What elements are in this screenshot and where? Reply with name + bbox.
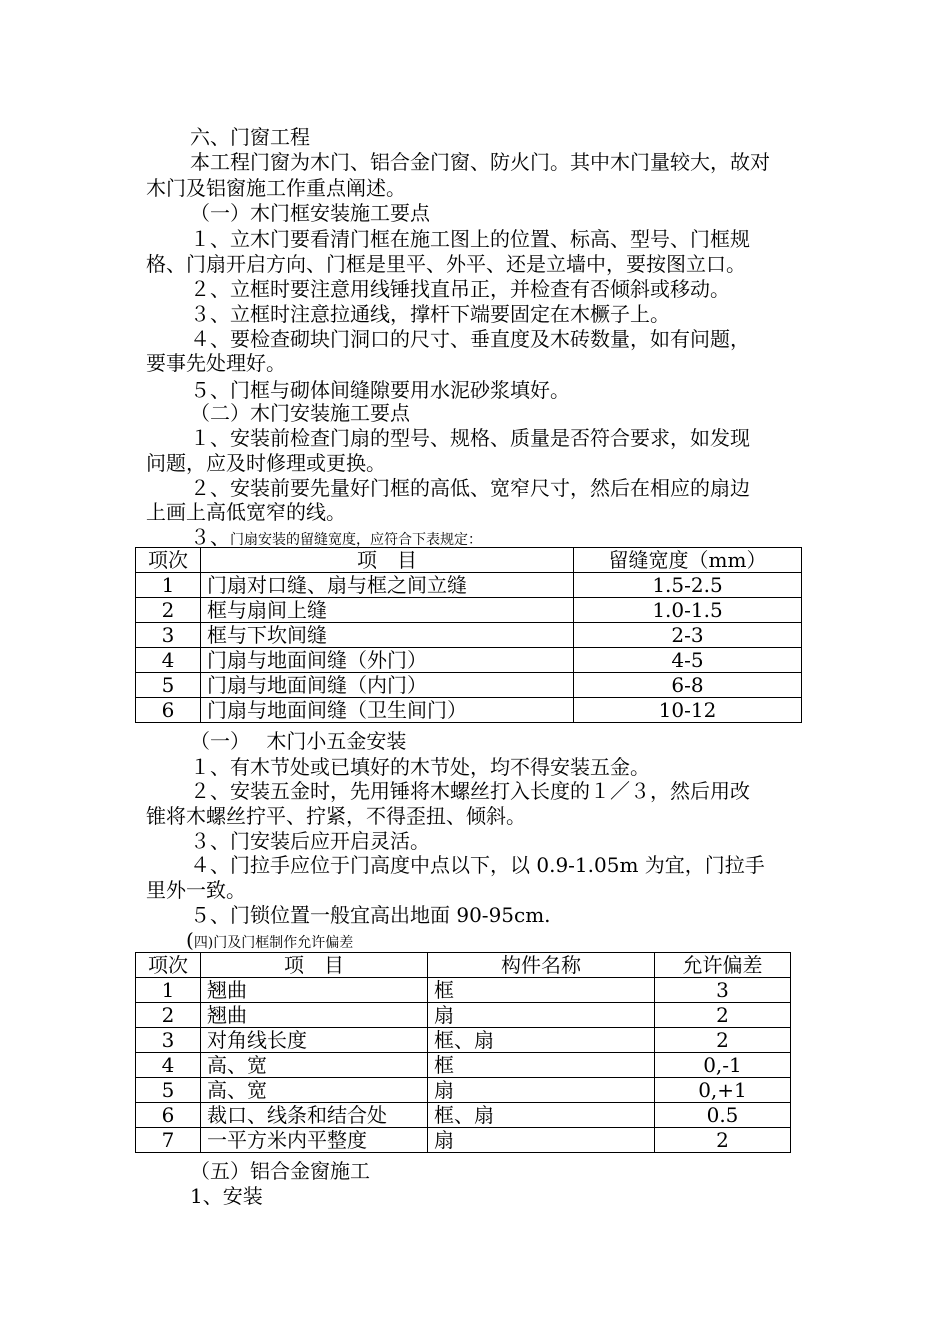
section-title: 六、门窗工程 [190, 125, 310, 149]
table-row [136, 978, 791, 1003]
s3-para-1: １、有木节处或已填好的木节处，均不得安装五金。 [190, 755, 650, 779]
table-row [136, 648, 802, 673]
table-cell: 框 [428, 978, 655, 1003]
table-row [136, 623, 802, 648]
s3-para-5: ５、门锁位置一般宜高出地面 90-95cm. [190, 903, 551, 927]
s2-para-2-line-2: 上画上高低宽窄的线。 [146, 500, 346, 524]
table-cell: 高、宽 [201, 1053, 428, 1078]
table-cell: 一平方米内平整度 [201, 1128, 428, 1153]
table-cell: 2 [655, 1028, 791, 1053]
s3-para-4-line-1: ４、门拉手应位于门高度中点以下，以 0.9-1.05m 为宜，门拉手 [190, 853, 765, 877]
s1-para-1-line-2: 格、门扇开启方向、门框是里平、外平、还是立墙中，要按图立口。 [146, 252, 746, 276]
table-row [136, 598, 802, 623]
intro-line-1: 本工程门窗为木门、铝合金门窗、防火门。其中木门量较大，故对 [190, 150, 770, 174]
table-cell: 扇 [428, 1128, 655, 1153]
s1-para-4-line-1: ４、要检查砌块门洞口的尺寸、垂直度及木砖数量，如有问题， [190, 327, 750, 351]
table-cell: 5 [136, 1078, 201, 1103]
table-row [136, 673, 802, 698]
table-header-cell: 构件名称 [428, 953, 655, 978]
table-cell: 框与扇间上缝 [201, 598, 574, 623]
table-cell: 2 [655, 1128, 791, 1153]
table-cell: 门扇与地面间缝（内门） [201, 673, 574, 698]
table-row [136, 573, 802, 598]
table-header-row [136, 548, 802, 573]
table-cell: 1.5-2.5 [574, 573, 802, 598]
table-cell: 7 [136, 1128, 201, 1153]
table-cell: 门扇与地面间缝（外门） [201, 648, 574, 673]
table-cell: 高、宽 [201, 1078, 428, 1103]
table-cell: 2 [136, 598, 201, 623]
table-cell: 0,+1 [655, 1078, 791, 1103]
gap-width-table [135, 547, 802, 723]
s1-para-1-line-1: １、立木门要看清门框在施工图上的位置、标高、型号、门框规 [190, 227, 750, 251]
table-header-row [136, 953, 791, 978]
table-cell: 门扇对口缝、扇与框之间立缝 [201, 573, 574, 598]
table-cell: 1.0-1.5 [574, 598, 802, 623]
s1-para-3: ３、立框时注意拉通线，撑杆下端要固定在木橛子上。 [190, 302, 670, 326]
table-cell: 10-12 [574, 698, 802, 723]
s3-para-2-line-1: ２、安装五金时，先用锤将木螺丝打入长度的１／３，然后用改 [190, 779, 750, 803]
section-3-title: （一） 木门小五金安装 [190, 729, 407, 753]
table-cell: 扇 [428, 1078, 655, 1103]
table-cell: 4-5 [574, 648, 802, 673]
table-cell: 1 [136, 573, 201, 598]
table-header-cell: 留缝宽度（mm） [574, 548, 802, 573]
table-cell: 6-8 [574, 673, 802, 698]
s2-para-1-line-1: １、安装前检查门扇的型号、规格、质量是否符合要求，如发现 [190, 426, 750, 450]
s5-para-1: 1、安装 [190, 1184, 263, 1208]
table-cell: 1 [136, 978, 201, 1003]
table-header-cell: 项次 [136, 548, 201, 573]
table-cell: 3 [136, 623, 201, 648]
s1-para-5: ５、门框与砌体间缝隙要用水泥砂浆填好。 [190, 378, 570, 402]
table-cell: 框与下坎间缝 [201, 623, 574, 648]
table-cell: 2 [655, 1003, 791, 1028]
section-1-title: （一）木门框安装施工要点 [190, 201, 430, 225]
table-cell: 框、扇 [428, 1103, 655, 1128]
table-cell: 6 [136, 1103, 201, 1128]
table-cell: 对角线长度 [201, 1028, 428, 1053]
table-cell: 0,-1 [655, 1053, 791, 1078]
table-cell: 门扇与地面间缝（卫生间门） [201, 698, 574, 723]
table-row [136, 1128, 791, 1153]
s2-para-1-line-2: 问题，应及时修理或更换。 [146, 451, 386, 475]
table-cell: 裁口、线条和结合处 [201, 1103, 428, 1128]
table-cell: 扇 [428, 1003, 655, 1028]
s3-para-4-line-2: 里外一致。 [146, 878, 246, 902]
table-header-cell: 项 目 [201, 953, 428, 978]
table-cell: 0.5 [655, 1103, 791, 1128]
table-row [136, 1028, 791, 1053]
table-cell: 框、扇 [428, 1028, 655, 1053]
s3-para-2-line-2: 锥将木螺丝拧平、拧紧，不得歪扭、倾斜。 [146, 804, 526, 828]
table-cell: 3 [136, 1028, 201, 1053]
table-cell: 4 [136, 648, 201, 673]
section-4-paren: ( [186, 928, 194, 952]
table-cell: 3 [655, 978, 791, 1003]
s2-para-3-number: ３、 [190, 525, 230, 549]
table-header-cell: 项次 [136, 953, 201, 978]
table-cell: 4 [136, 1053, 201, 1078]
table-cell: 6 [136, 698, 201, 723]
s2-para-3-text: 门扇安装的留缝宽度，应符合下表规定： [230, 532, 482, 548]
table-cell: 5 [136, 673, 201, 698]
table-cell: 翘曲 [201, 978, 428, 1003]
table-row [136, 1053, 791, 1078]
section-2-title: （二）木门安装施工要点 [190, 401, 410, 425]
s2-para-2-line-1: ２、安装前要先量好门框的高低、宽窄尺寸，然后在相应的扇边 [190, 476, 750, 500]
table-header-cell: 允许偏差 [655, 953, 791, 978]
intro-line-2: 木门及铝窗施工作重点阐述。 [146, 176, 406, 200]
table-cell: 2 [136, 1003, 201, 1028]
table-row [136, 698, 802, 723]
s1-para-2: ２、立框时要注意用线锤找直吊正，并检查有否倾斜或移动。 [190, 277, 730, 301]
tolerance-table [135, 952, 791, 1153]
table-row [136, 1103, 791, 1128]
table-cell: 2-3 [574, 623, 802, 648]
table-header-cell: 项 目 [201, 548, 574, 573]
table-row [136, 1078, 791, 1103]
section-4-title-text: 四)门及门框制作允许偏差 [193, 935, 354, 951]
table-cell: 框 [428, 1053, 655, 1078]
table-row [136, 1003, 791, 1028]
table-cell: 翘曲 [201, 1003, 428, 1028]
section-5-title: （五）铝合金窗施工 [190, 1159, 370, 1183]
s1-para-4-line-2: 要事先处理好。 [146, 351, 286, 375]
s3-para-3: ３、门安装后应开启灵活。 [190, 829, 430, 853]
